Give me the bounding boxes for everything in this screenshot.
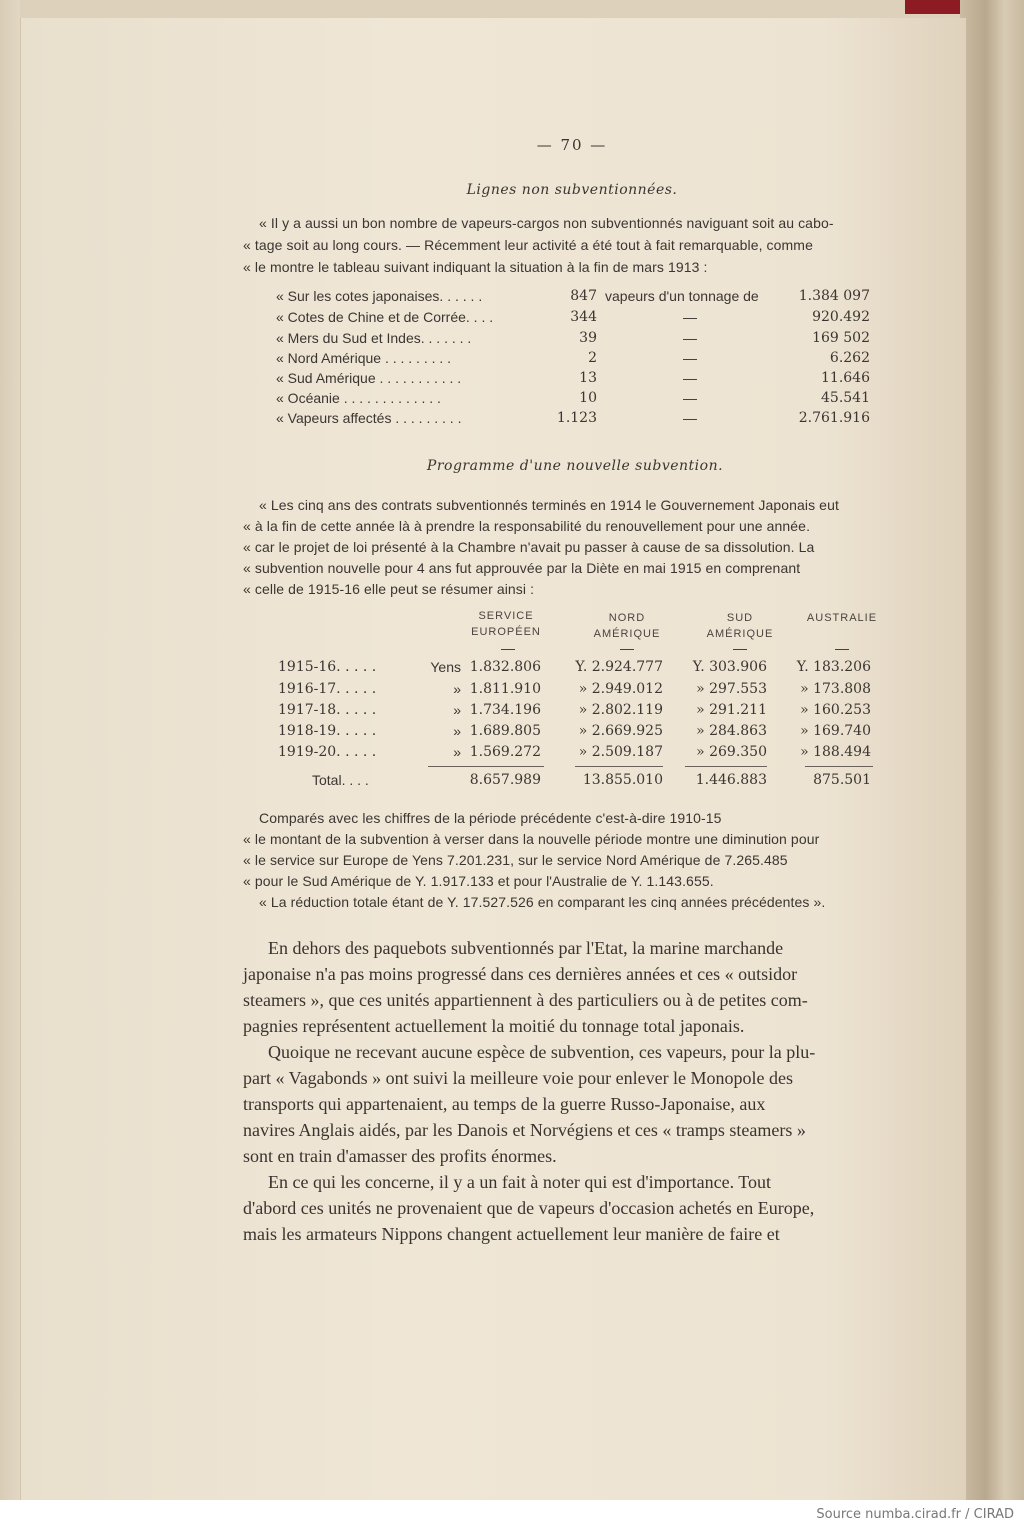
- table-cell-australie: » 160.253: [800, 702, 871, 718]
- total-rule-sud: [685, 766, 767, 767]
- table-row-prefix: »: [453, 702, 461, 718]
- table-row-prefix: Yens: [430, 659, 461, 675]
- fleet-row-mid: vapeurs d'un tonnage de: [605, 288, 759, 304]
- body-p1-line-1: En dehors des paquebots subventionnés par l'Etat, la marine marchande: [268, 938, 784, 958]
- source-credit: Source numba.cirad.fr / CIRAD: [816, 1507, 1014, 1522]
- fleet-row-label: « Mers du Sud et Indes. . . . . . .: [276, 330, 472, 346]
- top-page-edge: [20, 0, 960, 18]
- fleet-row-count: 847: [570, 288, 597, 304]
- fleet-row-tonnage: 920.492: [812, 309, 870, 325]
- fleet-row-mid: —: [683, 370, 697, 386]
- fleet-row-count: 10: [579, 390, 597, 406]
- body-p1-line-2: japonaise n'a pas moins progressé dans ces dernières années et ces « outsidor: [243, 964, 798, 984]
- total-sud: 1.446.883: [695, 772, 767, 788]
- comparison-line-5: « La réduction totale étant de Y. 17.527.526 en comparant les cinq années précédentes ».: [259, 894, 826, 910]
- total-rule-australie: [805, 766, 873, 767]
- programme-line-1: « Les cinq ans des contrats subventionnés terminés en 1914 le Gouvernement Japonais eut: [259, 497, 839, 513]
- fleet-row-count: 13: [579, 370, 597, 386]
- table-cell-nord: » 2.949.012: [578, 681, 663, 697]
- table-row-prefix: »: [453, 681, 461, 697]
- fleet-row-mid: —: [683, 410, 697, 426]
- header-nord-amerique: NORD AMÉRIQUE: [593, 612, 661, 640]
- intro-line-3: « le montre le tableau suivant indiquant la situation à la fin de mars 1913 :: [243, 259, 708, 275]
- fleet-row-tonnage: 11.646: [821, 370, 870, 386]
- total-rule-europe: [428, 766, 544, 767]
- section-title-lignes: Lignes non subventionnées.: [466, 182, 678, 198]
- fleet-row-count: 1.123: [556, 410, 597, 426]
- table-cell-australie: » 188.494: [800, 744, 871, 760]
- table-cell-nord: » 2.669.925: [578, 723, 663, 739]
- fleet-row-tonnage: 169 502: [812, 330, 870, 346]
- table-row-year: 1916-17. . . . .: [278, 681, 377, 697]
- header-dash: —: [620, 640, 634, 656]
- intro-line-2: « tage soit au long cours. — Récemment leur activité a été tout à fait remarquable, comme: [243, 237, 813, 253]
- table-cell-sud: » 284.863: [696, 723, 767, 739]
- fleet-row-count: 344: [570, 309, 597, 325]
- table-row-year: 1915-16. . . . .: [278, 659, 377, 675]
- fleet-row-label: « Océanie . . . . . . . . . . . . .: [276, 390, 441, 406]
- header-service-europeen: SERVICE EUROPÉEN: [471, 610, 541, 638]
- comparison-line-2: « le montant de la subvention à verser dans la nouvelle période montre une diminution pour: [243, 831, 820, 847]
- fleet-row-label: « Sud Amérique . . . . . . . . . . .: [276, 370, 462, 386]
- fleet-row-mid: —: [683, 330, 697, 346]
- fleet-row-label: « Vapeurs affectés . . . . . . . . .: [276, 410, 462, 426]
- total-australie: 875.501: [813, 772, 871, 788]
- fleet-row-count: 39: [579, 330, 597, 346]
- programme-line-4: « subvention nouvelle pour 4 ans fut approuvée par la Diète en mai 1915 en comprenant: [243, 560, 801, 576]
- right-book-edge: [960, 0, 1024, 1500]
- left-page-fold: [0, 0, 21, 1500]
- table-cell-sud: Y. 303.906: [692, 659, 767, 675]
- fleet-row-mid: —: [683, 350, 697, 366]
- table-row-prefix: »: [453, 723, 461, 739]
- body-p1-line-4: pagnies représentent actuellement la moitié du tonnage total japonais.: [243, 1016, 745, 1036]
- programme-line-2: « à la fin de cette année là à prendre la responsabilité du renouvellement pour une année.: [243, 518, 811, 534]
- table-cell-australie: » 169.740: [800, 723, 871, 739]
- total-europe: 8.657.989: [469, 772, 541, 788]
- total-label: Total. . . .: [312, 772, 369, 788]
- table-cell-europe: 1.569.272: [469, 744, 541, 760]
- fleet-row-label: « Cotes de Chine et de Corrée. . . .: [276, 309, 494, 325]
- comparison-line-3: « le service sur Europe de Yens 7.201.231, sur le service Nord Amérique de 7.265.485: [243, 852, 788, 868]
- fleet-row-count: 2: [588, 350, 597, 366]
- body-p2-line-2: part « Vagabonds » ont suivi la meilleure voie pour enlever le Monopole des: [243, 1068, 794, 1088]
- total-rule-nord: [575, 766, 663, 767]
- programme-line-5: « celle de 1915-16 elle peut se résumer ainsi :: [243, 581, 535, 597]
- programme-line-3: « car le projet de loi présenté à la Chambre n'avait pu passer à cause de sa dissolution. La: [243, 539, 815, 555]
- table-row-prefix: »: [453, 744, 461, 760]
- table-cell-nord: Y. 2.924.777: [575, 659, 663, 675]
- page-number: — 70 —: [536, 136, 608, 154]
- header-sud-amerique: SUD AMÉRIQUE: [706, 612, 774, 640]
- header-dash: —: [501, 640, 515, 656]
- table-cell-nord: » 2.509.187: [578, 744, 663, 760]
- fleet-row-tonnage: 1.384 097: [798, 288, 870, 304]
- intro-line-1: « Il y a aussi un bon nombre de vapeurs-cargos non subventionnés naviguant soit au cabo-: [259, 215, 834, 231]
- header-australie: AUSTRALIE: [806, 612, 878, 624]
- fleet-row-mid: —: [683, 390, 697, 406]
- body-p2-line-3: transports qui appartenaient, au temps de la guerre Russo-Japonaise, aux: [243, 1094, 766, 1114]
- body-p2-line-4: navires Anglais aidés, par les Danois et Norvégiens et ces « tramps steamers »: [243, 1120, 806, 1140]
- table-row-year: 1917-18. . . . .: [278, 702, 377, 718]
- body-p2-line-1: Quoique ne recevant aucune espèce de subvention, ces vapeurs, pour la plu-: [268, 1042, 816, 1062]
- comparison-line-1: Comparés avec les chiffres de la période précédente c'est-à-dire 1910-15: [259, 810, 722, 826]
- body-p3-line-2: d'abord ces unités ne provenaient que de vapeurs d'occasion achetés en Europe,: [243, 1198, 815, 1218]
- section-title-programme: Programme d'une nouvelle subvention.: [426, 458, 724, 474]
- fleet-row-tonnage: 6.262: [829, 350, 870, 366]
- table-cell-sud: » 269.350: [696, 744, 767, 760]
- table-cell-europe: 1.734.196: [469, 702, 541, 718]
- table-cell-europe: 1.832.806: [469, 659, 541, 675]
- header-dash: —: [733, 640, 747, 656]
- body-p2-line-5: sont en train d'amasser des profits énormes.: [243, 1146, 557, 1166]
- body-p3-line-1: En ce qui les concerne, il y a un fait à noter qui est d'importance. Tout: [268, 1172, 771, 1192]
- table-cell-sud: » 297.553: [696, 681, 767, 697]
- table-row-year: 1918-19. . . . .: [278, 723, 377, 739]
- total-nord: 13.855.010: [582, 772, 663, 788]
- header-dash: —: [835, 640, 849, 656]
- table-cell-australie: Y. 183.206: [796, 659, 871, 675]
- fleet-row-mid: —: [683, 309, 697, 325]
- comparison-line-4: « pour le Sud Amérique de Y. 1.917.133 et pour l'Australie de Y. 1.143.655.: [243, 873, 714, 889]
- body-p3-line-3: mais les armateurs Nippons changent actuellement leur manière de faire et: [243, 1224, 780, 1244]
- table-row-year: 1919-20. . . . .: [278, 744, 377, 760]
- table-cell-nord: » 2.802.119: [578, 702, 663, 718]
- table-cell-europe: 1.811.910: [469, 681, 541, 697]
- body-p1-line-3: steamers », que ces unités appartiennent à des particuliers ou à de petites com-: [243, 990, 808, 1010]
- fleet-row-tonnage: 45.541: [821, 390, 870, 406]
- table-cell-sud: » 291.211: [696, 702, 767, 718]
- table-cell-australie: » 173.808: [800, 681, 871, 697]
- table-cell-europe: 1.689.805: [469, 723, 541, 739]
- fleet-row-tonnage: 2.761.916: [798, 410, 870, 426]
- fleet-row-label: « Sur les cotes japonaises. . . . . .: [276, 288, 483, 304]
- fleet-row-label: « Nord Amérique . . . . . . . . .: [276, 350, 452, 366]
